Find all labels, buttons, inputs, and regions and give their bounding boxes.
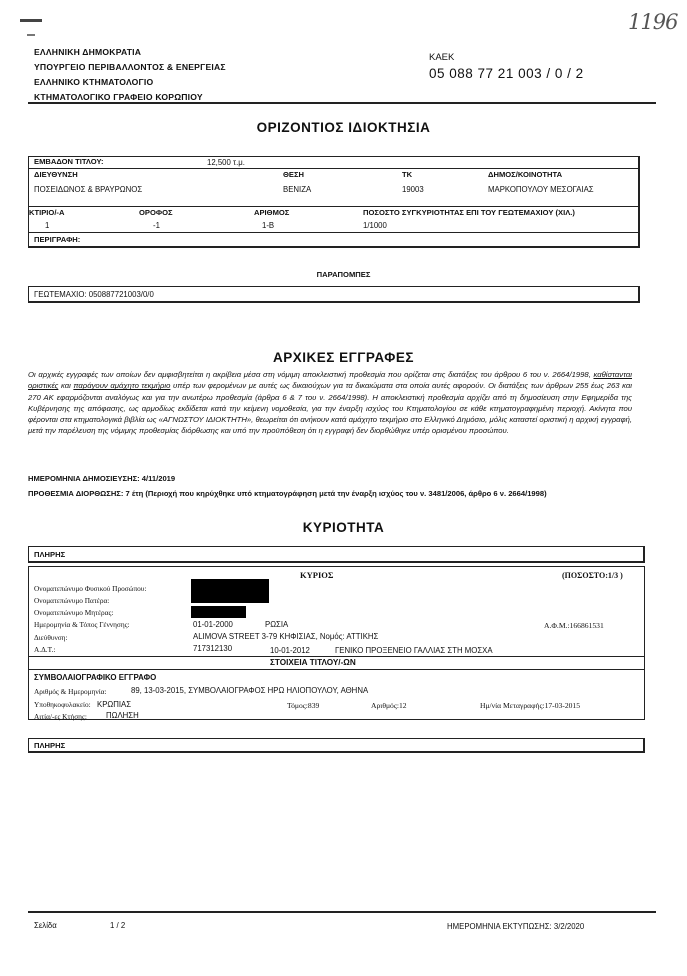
header-line-2: ΥΠΟΥΡΓΕΙΟ ΠΕΡΙΒΑΛΛΟΝΤΟΣ & ΕΝΕΡΓΕΙΑΣ (34, 62, 226, 72)
doc-number-label: Αριθμός & Ημερομηνία: (34, 687, 107, 696)
birth-label: Ημερομηνία & Τόπος Γέννησης: (34, 620, 130, 629)
building-label: ΚΤΙΡΙΟ/-Α (29, 208, 65, 217)
redacted-name (191, 579, 269, 603)
adt-label: Α.Δ.Τ.: (34, 645, 56, 654)
birth-date: 01-01-2000 (193, 620, 233, 629)
initial-entries-underlined-2: παράγουν αμάχητο τεκμήριο (73, 381, 171, 391)
initial-entries-underlined-1: καθίστανται οριστικές (28, 370, 632, 391)
address-owner-value: ALIMOVA STREET 3-79 ΚΗΦΙΣΙΑΣ, Νομός: ΑΤΤΙΚΗΣ (193, 632, 379, 641)
address-value: ΠΟΣΕΙΔΩΝΟΣ & ΒΡΑΥΡΩΝΟΣ (34, 185, 143, 194)
initial-entries-title: ΑΡΧΙΚΕΣ ΕΓΓΡΑΦΕΣ (273, 350, 414, 365)
tk-value: 19003 (402, 185, 424, 194)
property-row-line-3 (28, 232, 639, 233)
handwritten-note: 1196 (628, 10, 678, 34)
number-label: ΑΡΙΘΜΟΣ (254, 208, 290, 217)
title-info-label: ΣΤΟΙΧΕΙΑ ΤΙΤΛΟΥ/-ΩΝ (270, 658, 356, 667)
ownership-full-box-2 (28, 738, 645, 753)
area-value: 12,500 τ.μ. (207, 158, 245, 167)
adt-issuer: ΓΕΝΙΚΟ ΠΡΟΞΕΝΕΙΟ ΓΑΛΛΙΑΣ ΣΤΗ ΜΟΣΧΑ (335, 646, 493, 655)
share-value: 1/1000 (363, 221, 387, 230)
number-value: 1-Β (262, 221, 275, 230)
references-value: ΓΕΩΤΕΜΑΧΙΟ: 050887721003/0/0 (34, 290, 154, 299)
mortgage-office-label: Υποθηκοφυλακείο: (34, 700, 91, 709)
initial-entries-text-part-2: και (58, 381, 74, 391)
ownership-full-label-1: ΠΛΗΡΗΣ (34, 550, 66, 559)
header-divider (28, 102, 656, 104)
share-label: ΠΟΣΟΣΤΟ ΣΥΓΚΥΡΙΟΤΗΤΑΣ ΕΠΙ ΤΟΥ ΓΕΩΤΕΜΑΧΙΟΥ (ΧΙΛ.) (363, 208, 575, 217)
afm-value: Α.Φ.Μ.:166861531 (544, 621, 604, 630)
cause-label: Αιτία/-ες Κτήσης: (34, 712, 87, 721)
redacted-mother-name (191, 606, 246, 618)
adt-value: 717312130 (193, 644, 233, 653)
property-row-line-2 (28, 206, 639, 207)
address-owner-label: Διεύθυνση: (34, 633, 68, 642)
kaek-value: 05 088 77 21 003 / 0 / 2 (429, 66, 584, 81)
owner-share: (ΠΟΣΟΣΤΟ:1/3 ) (562, 571, 623, 580)
footer-divider (28, 911, 656, 913)
correction-deadline: ΠΡΟΘΕΣΜΙΑ ΔΙΟΡΘΩΣΗΣ: 7 έτη (Περιοχή που κηρύχθηκε υπό κτηματογράφηση μετά την έναρξη ισχύος του ν. 3481/2006, άρθρο 6 ν. 2664/1998) (28, 489, 547, 498)
adt-date: 10-01-2012 (270, 646, 310, 655)
birth-place: ΡΩΣΙΑ (265, 620, 289, 629)
title-info-line-top (29, 656, 644, 657)
print-date: ΗΜΕΡΟΜΗΝΙΑ ΕΚΤΥΠΩΣΗΣ: 3/2/2020 (447, 922, 585, 931)
ownership-full-box-1 (28, 546, 645, 563)
building-value: 1 (45, 221, 50, 230)
tk-label: ΤΚ (402, 170, 413, 179)
transfer-date-value: Ημ/νία Μεταγραφής:17-03-2015 (480, 701, 581, 710)
scan-mark-small (27, 34, 35, 36)
owner-label: ΚΥΡΙΟΣ (300, 570, 334, 580)
municipality-label: ΔΗΜΟΣ/ΚΟΙΝΟΤΗΤΑ (488, 170, 563, 179)
entry-number-value: Αριθμός:12 (371, 701, 407, 710)
initial-entries-text-part-3: υπέρ των φερομένων με αυτές ως δικαιούχων για τα δικαιώματα στα οποία αυτές αφορούν. Οι διατάξεις των άρθρων 255 έως 263 και 270 ΑΚ εφαρμόζονται αναλόγως και για την ανωτέρω προθεσμία (άρθρα 6 & 7 του ν. 2664/1998). Η αποκλειστική προθεσμία αρχίζει από τη δημοσίευση στην Εφημερίδα της Κυβέρνησης της απόφασης, ως αρμοδίως εκδίδεται κατά την κείμενη νομοθεσία, για την έναρξη ισχύος του Κτηματολογίου σε κάθε κτηματογραφημένη περιοχή. Ακίνητα που φέρονται στα κτηματολογικά βιβλία ως «ΑΓΝΩΣΤΟΥ ΙΔΙΟΚΤΗΤΗ», θεωρείται ότι ανήκουν κατά αμάχητο τεκμήριο στο Ελληνικό Δημόσιο, μόλις καταστεί οριστική η αρχική εγγραφή, μετά την παρέλευση της νόμιμης προθεσμίας διόρθωσης και υπό την προϋπόθεση ότι η εγγραφή δεν διορθώθηκε υπέρ ορισμένου προσώπου. (28, 381, 632, 436)
municipality-value: ΜΑΡΚΟΠΟΥΛΟΥ ΜΕΣΟΓΑΙΑΣ (488, 185, 594, 194)
floor-label: ΟΡΟΦΟΣ (139, 208, 173, 217)
scan-mark (20, 19, 42, 22)
ownership-full-label-2: ΠΛΗΡΗΣ (34, 741, 66, 750)
header-line-4: ΚΤΗΜΑΤΟΛΟΓΙΚΟ ΓΡΑΦΕΙΟ ΚΟΡΩΠΙΟΥ (34, 92, 203, 102)
father-label: Ονοματεπώνυμο Πατέρα: (34, 596, 110, 605)
address-label: ΔΙΕΥΘΥΝΣΗ (34, 170, 78, 179)
doc-type: ΣΥΜΒΟΛΑΙΟΓΡΑΦΙΚΟ ΕΓΓΡΑΦΟ (34, 673, 157, 682)
property-row-line-1 (28, 168, 639, 169)
page-label: Σελίδα (34, 921, 57, 930)
volume-value: Τόμος:839 (287, 701, 320, 710)
references-label: ΠΑΡΑΠΟΜΠΕΣ (316, 270, 371, 279)
title-info-line-bottom (29, 669, 644, 670)
floor-value: -1 (153, 221, 160, 230)
cause-value: ΠΩΛΗΣΗ (106, 711, 139, 720)
page-title: ΟΡΙΖΟΝΤΙΟΣ ΙΔΙΟΚΤΗΣΙΑ (256, 120, 431, 135)
ownership-title: ΚΥΡΙΟΤΗΤΑ (302, 520, 385, 535)
mother-label: Ονοματεπώνυμο Μητέρας: (34, 608, 114, 617)
page-number: 1 / 2 (110, 921, 126, 930)
mortgage-office-value: ΚΡΩΠΙΑΣ (97, 700, 132, 709)
description-label: ΠΕΡΙΓΡΑΦΗ: (34, 235, 81, 244)
header-line-1: ΕΛΛΗΝΙΚΗ ΔΗΜΟΚΡΑΤΙΑ (34, 47, 142, 57)
location-value: ΒΕΝΙΖΑ (283, 185, 312, 194)
doc-number-value: 89, 13-03-2015, ΣΥΜΒΟΛΑΙΟΓΡΑΦΟΣ ΗΡΩ ΗΛΙΟΠΟΥΛΟΥ, ΑΘΗΝΑ (131, 686, 369, 695)
header-line-3: ΕΛΛΗΝΙΚΟ ΚΤΗΜΑΤΟΛΟΓΙΟ (34, 77, 154, 87)
name-label: Ονοματεπώνυμο Φυσικού Προσώπου: (34, 584, 147, 593)
initial-entries-text-part-1: Οι αρχικές εγγραφές των οποίων δεν αμφισβητείται η ακρίβεια μέσα στη νόμιμη αποκλειστική προθεσμία που ορίζεται στις διατάξεις του άρθρου 6 του ν. 2664/1998, (28, 370, 594, 379)
location-label: ΘΕΣΗ (283, 170, 305, 179)
kaek-label: ΚΑΕΚ (429, 52, 455, 63)
publication-date: ΗΜΕΡΟΜΗΝΙΑ ΔΗΜΟΣΙΕΥΣΗΣ: 4/11/2019 (28, 474, 176, 483)
initial-entries-text (28, 369, 632, 437)
area-label: ΕΜΒΑΔΟΝ ΤΙΤΛΟΥ: (34, 157, 104, 166)
